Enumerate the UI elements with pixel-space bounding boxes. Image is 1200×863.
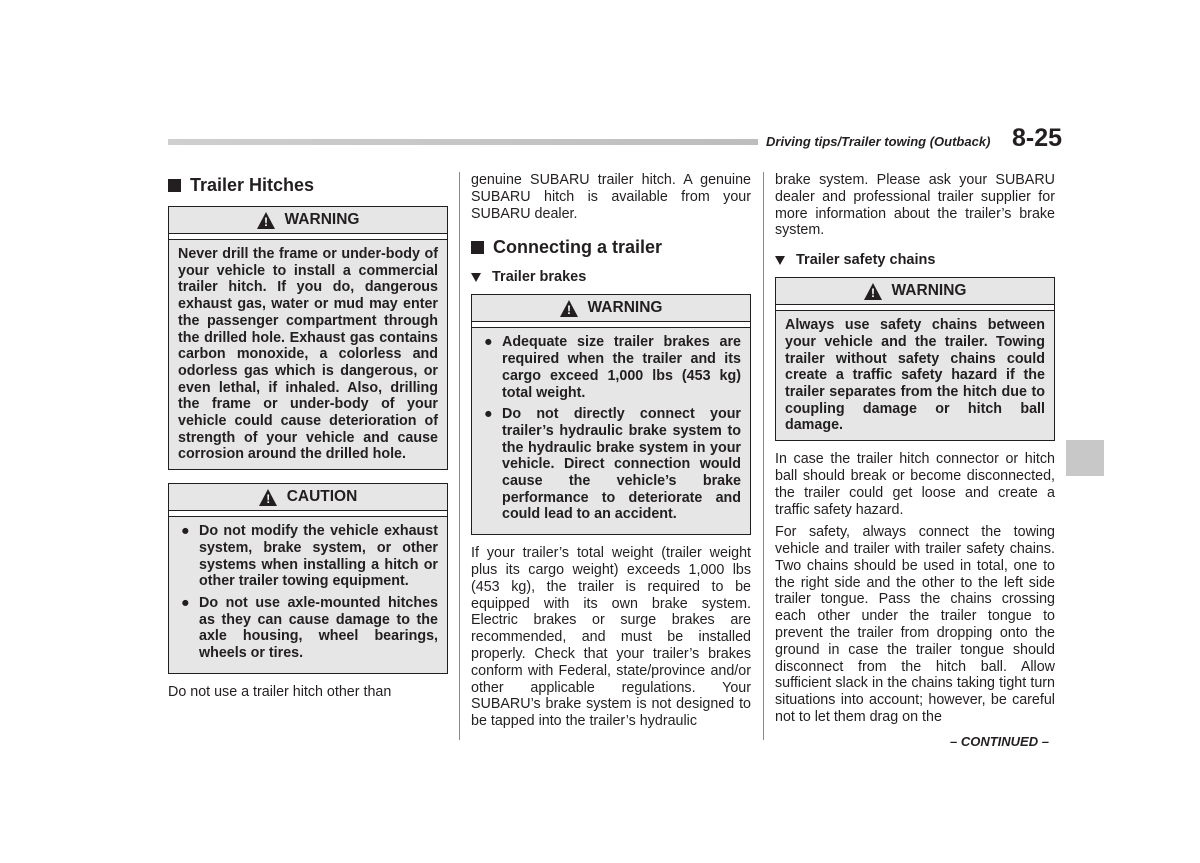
warning-box-header bbox=[169, 207, 447, 234]
body-paragraph: genuine SUBARU trailer hitch. A genuine SUBARU hitch is available from your SUBARU dealer. bbox=[471, 172, 751, 222]
header-rule bbox=[168, 139, 758, 145]
column-1 bbox=[168, 172, 448, 701]
warning-text: Always use safety chains between your vehicle and the trailer. Towing trailer without safety chains could create a traffic safety hazard if the trailer separates from the hitch due to coupling damage or hitch ball damage. bbox=[785, 317, 1045, 434]
warning-label: WARNING bbox=[587, 299, 663, 317]
section-square-icon bbox=[168, 179, 181, 192]
warning-label: WARNING bbox=[891, 282, 967, 300]
list-item: ● Adequate size trailer brakes are required when the trailer and its cargo exceed 1,000 lbs (453 kg) total weight. bbox=[484, 334, 741, 401]
body-paragraph: If your trailer’s total weight (trailer weight plus its cargo weight) exceeds 1,000 lbs (453 kg), the trailer is required to be equipped with its own brake system. Electric brakes or surge brakes are recommended, and must be installed properly. Check that your trailer’s brakes conform with Federal, state/province and/or other applicable regulations. Your SUBARU’s brake system is not designed to be tapped into the trailer’s hydraulic bbox=[471, 545, 751, 730]
list-item: ● Do not modify the vehicle exhaust system, brake system, or other systems when installing a hitch or other trailer towing equipment. bbox=[181, 523, 438, 590]
warning-label: WARNING bbox=[284, 211, 360, 228]
warning-box bbox=[471, 294, 751, 535]
subheading-triangle-icon bbox=[471, 273, 481, 282]
bullet-icon: ● bbox=[484, 406, 493, 423]
column-divider bbox=[459, 172, 460, 740]
warning-box-header bbox=[776, 278, 1054, 305]
body-paragraph: Do not use a trailer hitch other than bbox=[168, 683, 392, 700]
section-heading-connecting-trailer bbox=[471, 236, 751, 258]
warning-triangle-icon: ! bbox=[560, 300, 579, 317]
subheading-trailer-brakes: Trailer brakes bbox=[471, 268, 751, 286]
subheading-trailer-safety-chains: Trailer safety chains bbox=[775, 251, 1055, 269]
section-square-icon bbox=[471, 241, 484, 254]
caution-box bbox=[168, 483, 448, 674]
bullet-icon: ● bbox=[181, 594, 190, 611]
warning-box bbox=[775, 277, 1055, 441]
warning-list bbox=[481, 334, 741, 523]
warning-triangle-icon: ! bbox=[864, 283, 883, 300]
body-paragraph: In case the trailer hitch connector or hitch ball should break or become disconnected, the trailer could get loose and create a traffic safety hazard. bbox=[775, 451, 1055, 518]
caution-box-header bbox=[169, 484, 447, 511]
subheading-triangle-icon bbox=[775, 256, 785, 265]
list-item: ● Do not directly connect your trailer’s hydraulic brake system to the hydraulic brake system in your vehicle. Direct connection would cause the vehicle’s brake performance to deteriorate and could lead to an accident. bbox=[484, 406, 741, 523]
section-heading-trailer-hitches bbox=[168, 174, 448, 196]
continued-footer: – CONTINUED – bbox=[950, 734, 1049, 749]
warning-box-header bbox=[472, 295, 750, 322]
chapter-side-tab bbox=[1066, 440, 1104, 476]
warning-triangle-icon: ! bbox=[257, 212, 276, 229]
caution-label: CAUTION bbox=[286, 488, 358, 506]
bullet-icon: ● bbox=[181, 523, 190, 540]
column-3 bbox=[775, 172, 1055, 726]
list-item: ● Do not use axle-mounted hitches as they can cause damage to the axle housing, wheel bearings, wheels or tires. bbox=[181, 594, 438, 662]
warning-triangle-icon: ! bbox=[259, 489, 278, 506]
section-heading-text: Connecting a trailer bbox=[493, 237, 663, 258]
body-paragraph: brake system. Please ask your SUBARU dealer and professional trailer supplier for more information about the trailer’s brake system. bbox=[775, 172, 1055, 239]
running-header-title: Driving tips/Trailer towing (Outback) bbox=[766, 134, 991, 149]
column-divider bbox=[763, 172, 764, 740]
warning-box bbox=[168, 206, 448, 470]
section-heading-text: Trailer Hitches bbox=[190, 175, 315, 195]
body-paragraph: For safety, always connect the towing vehicle and trailer with trailer safety chains. Two chains should be used in total, one to the right side and the other to the left side trailer tongue. Pass the chains crossing each other under the trailer tongue to prevent the trailer from dropping onto the ground in case the trailer tongue should disconnect from the hitch ball. Allow sufficient slack in the chains taking tight turn situations into account; however, be careful not to let them drag on the bbox=[775, 524, 1055, 726]
column-2 bbox=[471, 172, 751, 730]
bullet-icon: ● bbox=[484, 334, 493, 351]
caution-list bbox=[178, 523, 438, 662]
page-number: 8-25 bbox=[1012, 124, 1063, 152]
warning-text: Never drill the frame or under-body of your vehicle to install a commercial trailer hitch. If you do, dangerous exhaust gas, water or mud may enter the passenger compartment through the drilled hole. Exhaust gas contains carbon monoxide, a colorless and odorless gas which is dangerous, or even lethal, if inhaled. Also, drilling the frame or under-body of your vehicle could cause deterioration of strength of your vehicle and cause corrosion around the drilled hole. bbox=[178, 246, 438, 463]
